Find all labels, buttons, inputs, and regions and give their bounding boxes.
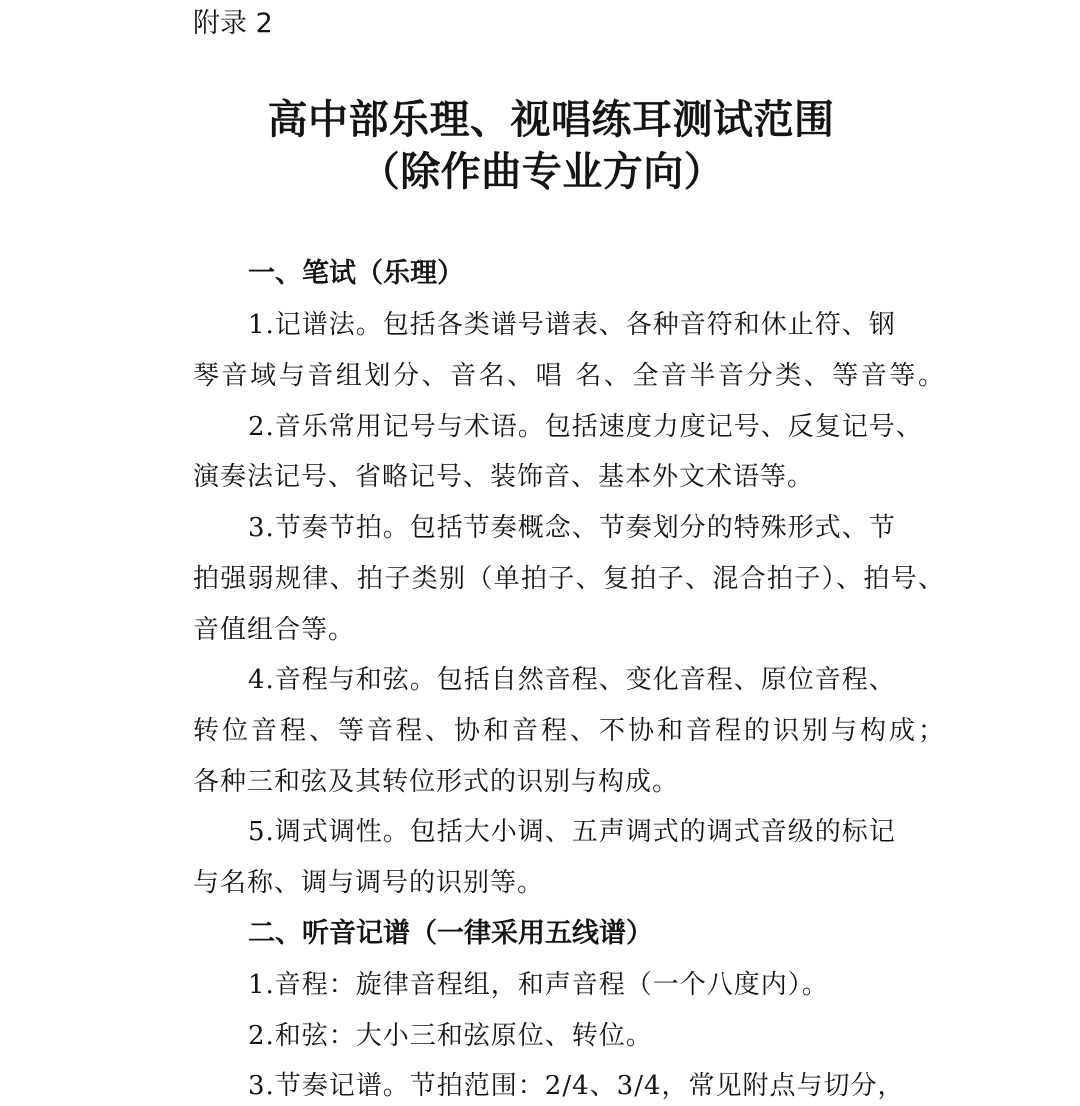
list-item: 2.和弦：大小三和弦原位、转位。: [248, 1021, 653, 1051]
document-subtitle: （除作曲专业方向）: [359, 148, 725, 195]
paragraph-line: 与名称、调与调号的识别等。: [193, 868, 545, 898]
paragraph-line: 转位音程、等音程、协和音程、不协和音程的识别与构成；: [193, 716, 945, 746]
paragraph-line: 3.节奏节拍。包括节奏概念、节奏划分的特殊形式、节: [248, 513, 896, 543]
paragraph-line: 音值组合等。: [193, 615, 356, 645]
paragraph-line: 拍强弱规律、拍子类别（单拍子、复拍子、混合拍子）、拍号、: [193, 564, 945, 594]
appendix-label: 附录 2: [193, 8, 273, 39]
document-title: 高中部乐理、视唱练耳测试范围: [267, 96, 835, 143]
section-heading-dictation: 二、听音记谱（一律采用五线谱）: [248, 918, 653, 949]
paragraph-line: 琴音域与音组划分、音名、唱 名、全音半音分类、等音等。: [193, 361, 945, 391]
list-item: 3.节奏记谱。节拍范围：2/4、3/4，常见附点与切分，: [248, 1071, 905, 1101]
paragraph-line: 各种三和弦及其转位形式的识别与构成。: [193, 767, 680, 797]
paragraph-line: 5.调式调性。包括大小调、五声调式的调式音级的标记: [248, 817, 896, 847]
paragraph-line: 4.音程与和弦。包括自然音程、变化音程、原位音程、: [248, 665, 896, 695]
paragraph-line: 演奏法记号、省略记号、装饰音、基本外文术语等。: [193, 462, 815, 492]
section-heading-written-test: 一、笔试（乐理）: [248, 258, 464, 289]
paragraph-line: 1.记谱法。包括各类谱号谱表、各种音符和休止符、钢: [248, 310, 896, 340]
list-item: 1.音程：旋律音程组，和声音程（一个八度内）。: [248, 970, 829, 1000]
paragraph-line: 2.音乐常用记号与术语。包括速度力度记号、反复记号、: [248, 412, 923, 442]
